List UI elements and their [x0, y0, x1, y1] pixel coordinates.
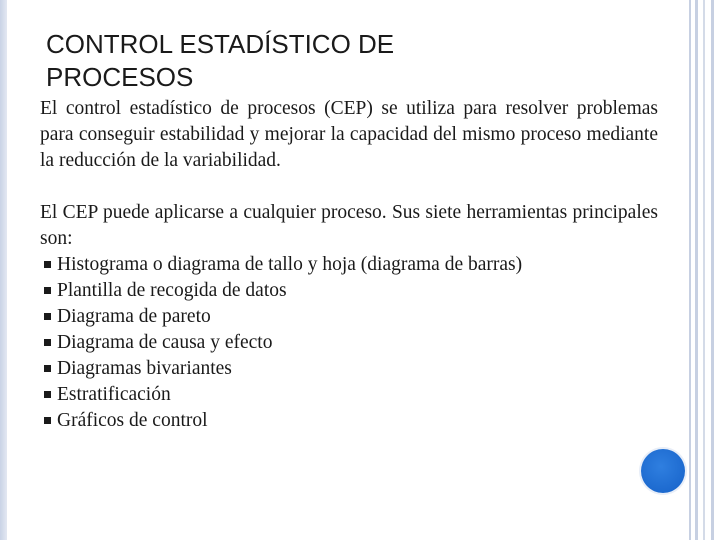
right-border-line [711, 0, 714, 540]
right-border-line [689, 0, 691, 540]
left-border-bar [0, 0, 7, 540]
slide-title-line-1: CONTROL ESTADÍSTICO DE [46, 29, 395, 59]
slide-body [40, 96, 658, 434]
list-item [40, 330, 658, 356]
square-bullet-icon [44, 365, 51, 372]
list-item [40, 356, 658, 382]
decorative-circle-icon [641, 449, 685, 493]
list-item-text: Estratificación [57, 384, 171, 405]
square-bullet-icon [44, 313, 51, 320]
right-border-line [695, 0, 698, 540]
slide-title [46, 28, 606, 94]
tools-intro-paragraph: El CEP puede aplicarse a cualquier proceso. Sus siete herramientas principales son: [40, 202, 658, 249]
right-border-line [703, 0, 705, 540]
list-item-text: Diagramas bivariantes [57, 358, 232, 379]
square-bullet-icon [44, 261, 51, 268]
square-bullet-icon [44, 339, 51, 346]
list-item [40, 278, 658, 304]
list-item [40, 408, 658, 434]
list-item-text: Plantilla de recogida de datos [57, 280, 287, 301]
list-item [40, 382, 658, 408]
intro-paragraph: El control estadístico de procesos (CEP) se utiliza para resolver problemas para conseguir estabilidad y mejorar la capacidad del mismo proceso mediante la reducción de la variabilidad. [40, 98, 658, 171]
list-item [40, 304, 658, 330]
list-item-text: Histograma o diagrama de tallo y hoja (diagrama de barras) [57, 254, 523, 275]
list-item-text: Diagrama de causa y efecto [57, 332, 273, 353]
list-item-text: Diagrama de pareto [57, 306, 211, 327]
list-item-text: Gráficos de control [57, 410, 208, 431]
tools-list [40, 252, 658, 434]
slide-title-line-2: PROCESOS [46, 62, 194, 92]
square-bullet-icon [44, 287, 51, 294]
square-bullet-icon [44, 417, 51, 424]
list-item [40, 252, 658, 278]
square-bullet-icon [44, 391, 51, 398]
